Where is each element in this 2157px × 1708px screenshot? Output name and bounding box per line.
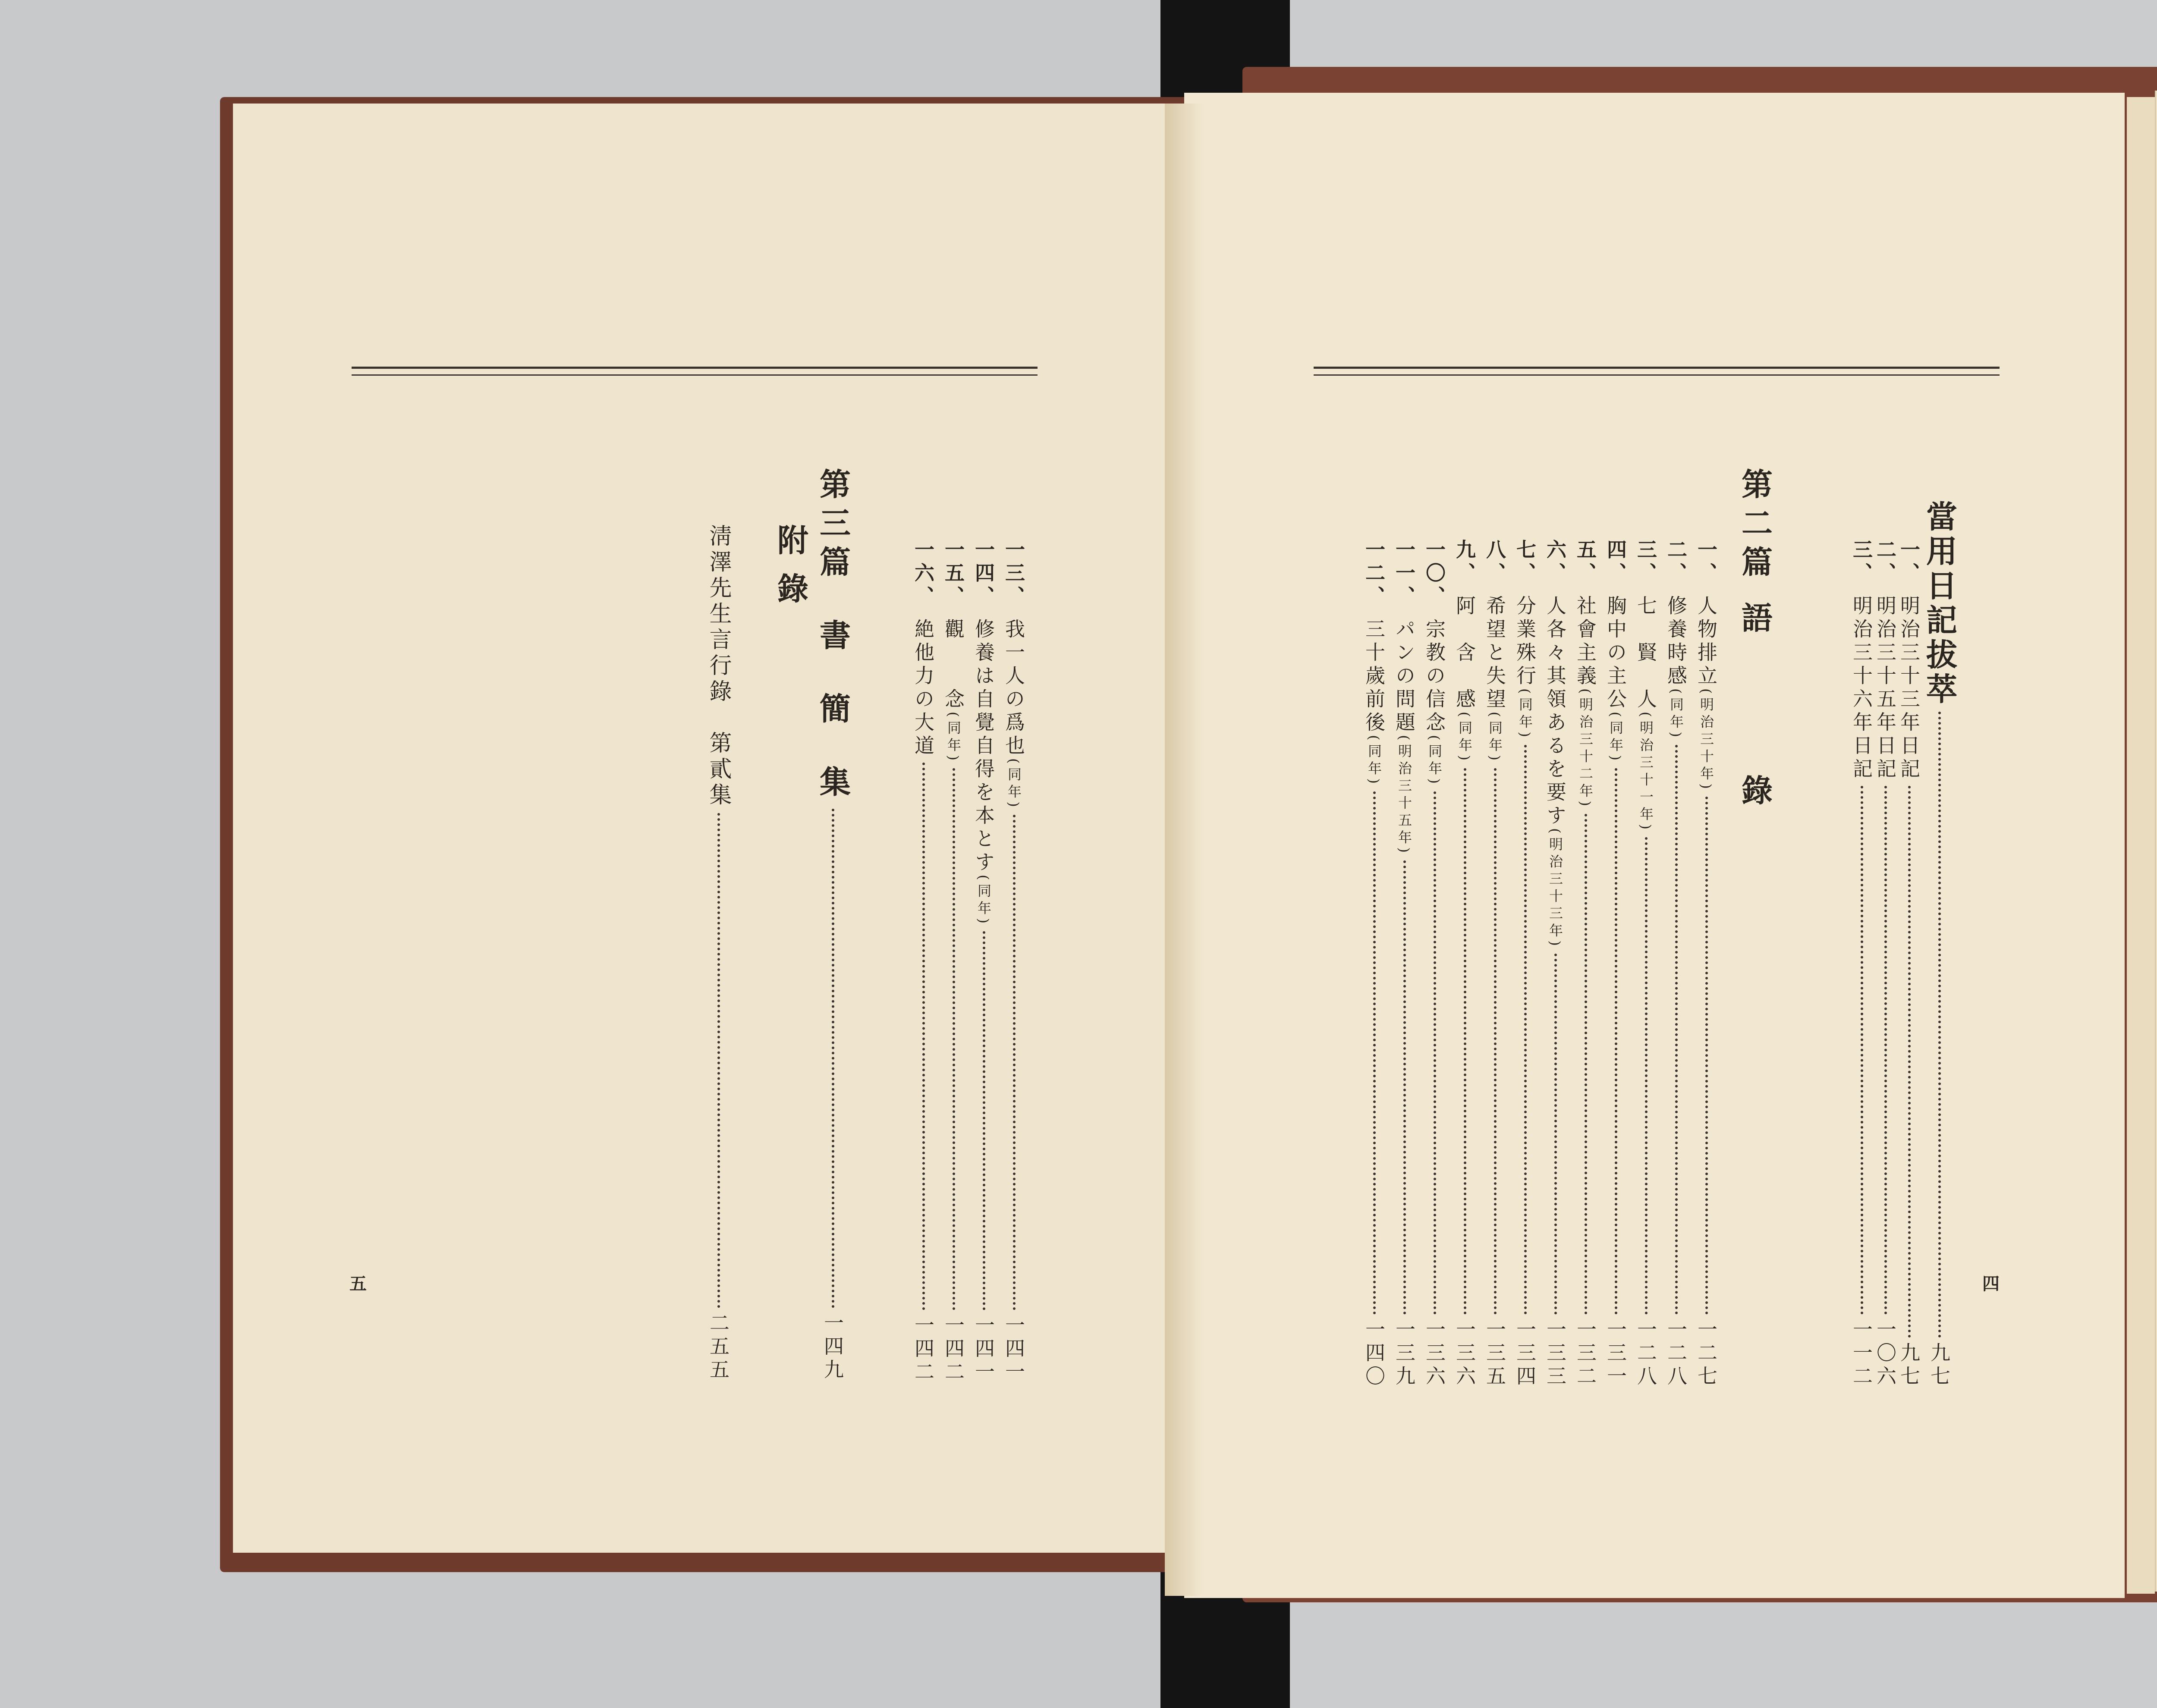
- toc-entry-page: 一三二: [1574, 1319, 1597, 1389]
- toc-entry-note: (同年): [1426, 735, 1443, 787]
- toc-entry-note: (明治三十二年): [1577, 688, 1594, 810]
- toc-entry-page: 一二八: [1634, 1319, 1657, 1389]
- right-page-folio: 四: [1982, 1274, 2000, 1294]
- leader-dots: [1421, 791, 1436, 1315]
- toc-entry-title: 希望と失望: [1483, 595, 1506, 712]
- toc-entry-page: 一三五: [1483, 1319, 1506, 1389]
- toc-entry-note: (同年): [1517, 688, 1533, 741]
- toc-entry-num: 一五、: [942, 539, 965, 609]
- diary-heading-row: [1921, 500, 1958, 1389]
- toc-entry: [1001, 539, 1027, 1385]
- leader-dots: [1572, 814, 1587, 1315]
- toc-entry: [971, 539, 997, 1385]
- appendix-title: 淸澤先生言行錄 第貳集: [705, 524, 731, 809]
- toc-entry-num: 一六、: [912, 539, 935, 609]
- toc-entry-num: 一四、: [972, 539, 995, 609]
- leader-dots: [1849, 786, 1863, 1315]
- leader-dots: [1663, 745, 1678, 1315]
- toc-entry-title: 三十歲前後: [1362, 619, 1386, 735]
- toc-entry-num: 二、: [1664, 539, 1688, 586]
- toc-entry-title: 胸中の主公: [1604, 595, 1627, 712]
- part3-heading-char3: 集: [814, 766, 851, 804]
- toc-entry-page: 一四一: [972, 1315, 995, 1385]
- toc-entry-num: 五、: [1574, 539, 1597, 586]
- toc-entry-title: 明治三十五年日記: [1874, 595, 1897, 782]
- leader-dots: [1872, 786, 1887, 1315]
- part3-heading-char1: 書: [814, 619, 851, 658]
- toc-entry-page: 九七: [1897, 1342, 1921, 1389]
- part2-heading-number: 第二篇: [1736, 468, 1773, 584]
- toc-entry: [1452, 539, 1478, 1389]
- toc-entry: [1633, 539, 1659, 1389]
- left-page-folio: 五: [349, 1274, 367, 1294]
- toc-entry-page: 一三九: [1393, 1319, 1416, 1389]
- toc-entry-title: 七 賢 人: [1634, 595, 1657, 712]
- toc-entry-page: 一三四: [1513, 1319, 1537, 1389]
- toc-entry-num: 一、: [1897, 539, 1921, 586]
- toc-entry: [1391, 539, 1417, 1389]
- right-page-top-rule: [1314, 367, 2000, 369]
- toc-entry-note: (明治三十年): [1698, 688, 1714, 792]
- right-page-top-rule-thin: [1314, 374, 2000, 376]
- toc-entry-page: 一〇六: [1874, 1319, 1897, 1389]
- toc-entry-title: パンの問題: [1393, 619, 1416, 735]
- appendix-heading: 附錄: [772, 524, 809, 621]
- leader-dots: [1633, 837, 1648, 1315]
- toc-entry: [940, 539, 966, 1385]
- toc-entry-page: 一二七: [1695, 1319, 1718, 1389]
- toc-entry-num: 三、: [1850, 539, 1873, 586]
- toc-entry-page: 一四二: [942, 1315, 965, 1385]
- toc-entry-num: 八、: [1483, 539, 1506, 586]
- part3-heading-char2: 簡: [814, 692, 851, 731]
- toc-entry-note: (同年): [1006, 758, 1022, 810]
- leader-dots: [1693, 797, 1708, 1315]
- appendix-entry: [705, 524, 731, 1382]
- diary-heading-page: 九七: [1927, 1342, 1951, 1389]
- toc-entry-page: 一一二: [1850, 1319, 1873, 1389]
- part3-heading-row: [814, 468, 851, 1382]
- toc-entry: [1542, 539, 1568, 1389]
- toc-entry-num: 二、: [1874, 539, 1897, 586]
- toc-entry-note: (明治三十三年): [1547, 828, 1563, 949]
- leader-dots: [1452, 768, 1466, 1315]
- toc-entry-title: 社會主義: [1574, 595, 1597, 688]
- toc-entry-num: 七、: [1513, 539, 1537, 586]
- part2-heading-c-wrap: [1732, 774, 1777, 813]
- part2-heading-b-wrap: [1732, 602, 1777, 640]
- toc-entry-title: 修養は自覺自得を本とす: [972, 619, 995, 875]
- toc-entry: [1361, 539, 1387, 1389]
- part2-heading-a-wrap: [1732, 468, 1777, 584]
- toc-entry-num: 四、: [1604, 539, 1627, 586]
- leader-dots: [1603, 768, 1617, 1315]
- toc-entry-page: 一三六: [1423, 1319, 1446, 1389]
- toc-entry-page: 一三一: [1604, 1319, 1627, 1389]
- appendix-page: 二五五: [707, 1312, 730, 1382]
- part3-heading-page: 一四九: [821, 1312, 844, 1382]
- page-block-edge-inner: [2127, 97, 2155, 1594]
- toc-entry: [1663, 539, 1689, 1389]
- toc-entry-note: (同年): [945, 712, 962, 764]
- left-page-top-rule-thin: [352, 374, 1038, 376]
- toc-entry-note: (同年): [1366, 735, 1382, 787]
- left-page-top-rule: [352, 367, 1038, 369]
- toc-entry-num: 一二、: [1362, 539, 1386, 609]
- leader-dots: [1482, 768, 1497, 1315]
- leader-dots: [820, 809, 834, 1308]
- part3-heading-number: 第三篇: [814, 468, 851, 584]
- leader-dots: [1896, 786, 1911, 1338]
- leader-dots: [705, 813, 720, 1308]
- leader-dots: [940, 768, 955, 1310]
- toc-entry-title: 明治三十六年日記: [1850, 595, 1873, 782]
- toc-entry-note: (同年): [1487, 712, 1503, 764]
- toc-entry-title: 我一人の爲也: [1002, 619, 1025, 758]
- toc-entry: [1421, 539, 1447, 1389]
- toc-entry-note: (同年): [1607, 712, 1624, 764]
- toc-entry-title: 宗教の信念: [1423, 619, 1446, 735]
- toc-entry-title: 明治三十三年日記: [1897, 595, 1921, 782]
- leader-dots: [1001, 815, 1016, 1310]
- toc-entry-note: (同年): [1456, 712, 1473, 764]
- leader-dots: [971, 931, 985, 1310]
- toc-entry-page: 一四二: [912, 1315, 935, 1385]
- toc-entry-title: 分業殊行: [1513, 595, 1537, 688]
- toc-entry: [1572, 539, 1598, 1389]
- toc-entry-page: 一二八: [1664, 1319, 1688, 1389]
- toc-entry: [1849, 539, 1874, 1389]
- toc-entry: [910, 539, 936, 1385]
- leader-dots: [1926, 712, 1941, 1338]
- toc-entry: [1872, 539, 1898, 1389]
- toc-entry-title: 人各々其領あるを要す: [1544, 595, 1567, 828]
- toc-entry-title: 觀 念: [942, 619, 965, 712]
- toc-entry-page: 一三六: [1453, 1319, 1476, 1389]
- toc-entry: [1603, 539, 1629, 1389]
- toc-entry-note: (同年): [1668, 688, 1684, 741]
- toc-entry-page: 一四〇: [1362, 1319, 1386, 1389]
- toc-entry-num: 一三、: [1002, 539, 1025, 609]
- toc-entry: [1512, 539, 1538, 1389]
- toc-entry-title: 修養時感: [1664, 595, 1688, 688]
- toc-entry: [1693, 539, 1719, 1389]
- toc-entry-page: 一四一: [1002, 1315, 1025, 1385]
- book-gutter: [1165, 104, 1204, 1596]
- leader-dots: [1391, 860, 1406, 1315]
- toc-entry-num: 六、: [1544, 539, 1567, 586]
- part2-heading-char1: 語: [1736, 602, 1773, 640]
- part2-heading-char2: 錄: [1736, 774, 1773, 813]
- toc-entry-note: (同年): [975, 875, 992, 927]
- toc-entry-title: 人物排立: [1695, 595, 1718, 688]
- toc-entry-num: 九、: [1453, 539, 1476, 586]
- toc-entry-note: (明治三十五年): [1396, 735, 1412, 856]
- toc-entry: [1896, 539, 1922, 1389]
- toc-entry-num: 一一、: [1393, 539, 1416, 609]
- appendix-heading-wrap: [768, 524, 813, 621]
- toc-entry: [1482, 539, 1508, 1389]
- leader-dots: [1512, 745, 1527, 1315]
- page-block-edge: [2155, 91, 2157, 1592]
- toc-entry-note: (明治三十一年): [1638, 712, 1654, 833]
- diary-heading: 當用日記拔萃: [1921, 500, 1958, 707]
- toc-entry-title: 阿 含 感: [1453, 595, 1476, 712]
- leader-dots: [1542, 954, 1557, 1315]
- toc-entry-num: 一〇、: [1423, 539, 1446, 609]
- toc-entry-num: 三、: [1634, 539, 1657, 586]
- toc-entry-page: 一三三: [1544, 1319, 1567, 1389]
- leader-dots: [1361, 791, 1376, 1315]
- toc-entry-title: 絶他力の大道: [912, 619, 935, 758]
- leader-dots: [910, 763, 925, 1310]
- toc-entry-num: 一、: [1695, 539, 1718, 586]
